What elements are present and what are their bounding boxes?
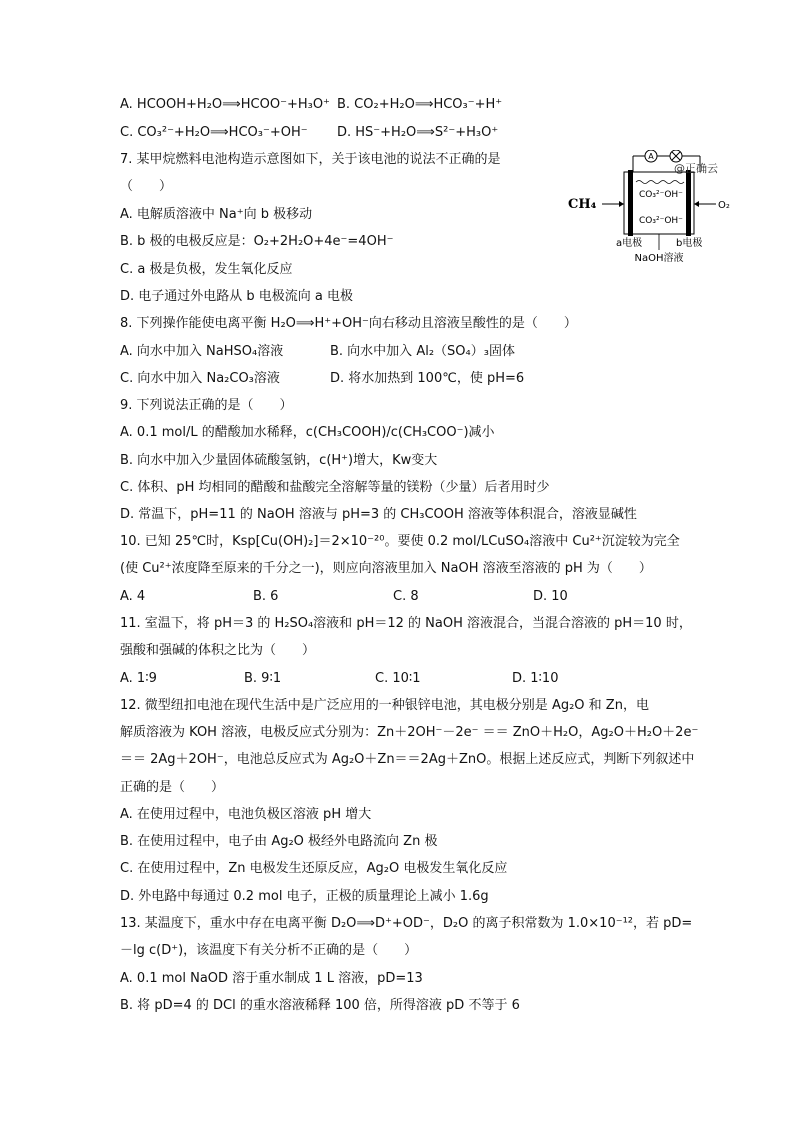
q11-option-d: D. 1∶10	[512, 671, 559, 686]
ch4-label: CH₄	[568, 197, 597, 212]
electrode-b	[686, 170, 691, 236]
q8-option-a: A. 向水中加入 NaHSO₄溶液	[120, 344, 284, 359]
q13-stem-line1: 13. 某温度下，重水中存在电离平衡 D₂O⟹D⁺+OD⁻，D₂O 的离子积常数为 1.0×10⁻¹²，若 pD=	[120, 916, 693, 931]
electrode-a-label: a电极	[616, 238, 643, 249]
q7-option-b: B. b 极的电极反应是：O₂+2H₂O+4e⁻=4OH⁻	[120, 234, 394, 249]
o2-arrowhead	[694, 201, 699, 207]
ion-label-lower: CO₃²⁻OH⁻	[639, 216, 683, 226]
q8-stem: 8. 下列操作能使电离平衡 H₂O⟹H⁺+OH⁻向右移动且溶液呈酸性的是（ ）	[120, 316, 577, 331]
q12-option-c: C. 在使用过程中，Zn 电极发生还原反应，Ag₂O 电极发生氧化反应	[120, 861, 508, 876]
q10-stem-line2: (使 Cu²⁺浓度降至原来的千分之一)，则应向溶液里加入 NaOH 溶液至溶液的 pH 为（ ）	[120, 561, 652, 576]
electrode-a	[628, 170, 633, 236]
q7-answer-paren: （ ）	[120, 179, 173, 194]
q11-option-c: C. 10∶1	[375, 671, 421, 686]
q12-option-b: B. 在使用过程中，电子由 Ag₂O 极经外电路流向 Zn 极	[120, 834, 438, 849]
q6-option-c: C. CO₃²⁻+H₂O⟹HCO₃⁻+OH⁻	[120, 125, 308, 140]
q7-option-d: D. 电子通过外电路从 b 电极流向 a 电极	[120, 289, 354, 304]
q13-option-a: A. 0.1 mol NaOD 溶于重水制成 1 L 溶液，pD=13	[120, 971, 423, 986]
q6-option-d: D. HS⁻+H₂O⟹S²⁻+H₃O⁺	[337, 125, 499, 140]
fuel-cell-diagram	[566, 150, 746, 265]
q10-option-c: C. 8	[393, 589, 419, 604]
q11-option-a: A. 1∶9	[120, 671, 157, 686]
q9-option-a: A. 0.1 mol/L 的醋酸加水稀释，c(CH₃COOH)/c(CH₃COO⁻)减小	[120, 425, 495, 440]
q11-stem-line1: 11. 室温下，将 pH＝3 的 H₂SO₄溶液和 pH＝12 的 NaOH 溶液混合，当混合溶液的 pH＝10 时，	[120, 616, 692, 631]
q12-stem-line4: 正确的是（ ）	[120, 780, 225, 795]
q13-stem-line2: －lg c(D⁺)，该温度下有关分析不正确的是（ ）	[120, 943, 418, 958]
ammeter-label: A	[648, 152, 654, 161]
q7-option-c: C. a 极是负极，发生氧化反应	[120, 262, 293, 277]
q9-stem: 9. 下列说法正确的是（ ）	[120, 398, 293, 413]
q9-option-d: D. 常温下，pH=11 的 NaOH 溶液与 pH=3 的 CH₃COOH 溶液等体积混合，溶液显碱性	[120, 507, 637, 522]
q12-stem-line2: 解质溶液为 KOH 溶液，电极反应式分别为：Zn＋2OH⁻－2e⁻ ＝＝ ZnO＋H₂O，Ag₂O＋H₂O＋2e⁻	[120, 725, 699, 740]
q11-stem-line2: 强酸和强碱的体积之比为（ ）	[120, 643, 316, 658]
q12-option-a: A. 在使用过程中，电池负极区溶液 pH 增大	[120, 807, 372, 822]
electrode-b-label: b电极	[676, 238, 703, 249]
q7-stem: 7. 某甲烷燃料电池构造示意图如下，关于该电池的说法不正确的是	[120, 152, 501, 167]
q13-option-b: B. 将 pD=4 的 DCl 的重水溶液稀释 100 倍，所得溶液 pD 不等于 6	[120, 998, 520, 1013]
q6-option-b: B. CO₂+H₂O⟹HCO₃⁻+H⁺	[337, 97, 503, 112]
q10-option-b: B. 6	[253, 589, 279, 604]
q9-option-b: B. 向水中加入少量固体硫酸氢钠，c(H⁺)增大，Kw变大	[120, 453, 438, 468]
q9-option-c: C. 体积、pH 均相同的醋酸和盐酸完全溶解等量的镁粉（少量）后者用时少	[120, 480, 550, 495]
ion-label-upper: CO₃²⁻OH⁻	[639, 190, 683, 200]
solution-label: NaOH溶液	[634, 253, 684, 264]
q10-stem-line1: 10. 已知 25℃时，Ksp[Cu(OH)₂]＝2×10⁻²⁰。要使 0.2 mol/LCuSO₄溶液中 Cu²⁺沉淀较为完全	[120, 534, 680, 549]
q12-stem-line1: 12. 微型纽扣电池在现代生活中是广泛应用的一种银锌电池，其电极分别是 Ag₂O 和 Zn，电	[120, 698, 649, 713]
q12-stem-line3: ＝＝ 2Ag＋2OH⁻，电池总反应式为 Ag₂O＋Zn＝＝2Ag＋ZnO。根据上述反应式，判断下列叙述中	[120, 752, 695, 767]
watermark-text: @正确云	[674, 162, 718, 175]
q11-option-b: B. 9∶1	[244, 671, 282, 686]
q10-option-a: A. 4	[120, 589, 146, 604]
q7-option-a: A. 电解质溶液中 Na⁺向 b 极移动	[120, 207, 313, 222]
q8-option-c: C. 向水中加入 Na₂CO₃溶液	[120, 371, 280, 386]
q8-option-b: B. 向水中加入 Al₂（SO₄）₃固体	[330, 344, 515, 359]
q12-option-d: D. 外电路中每通过 0.2 mol 电子，正极的质量理论上减小 1.6g	[120, 889, 489, 904]
q8-option-d: D. 将水加热到 100℃，使 pH=6	[330, 371, 525, 386]
o2-label: O₂	[718, 200, 730, 211]
ch4-arrowhead	[619, 201, 624, 207]
q6-option-a: A. HCOOH+H₂O⟹HCOO⁻+H₃O⁺	[120, 97, 330, 112]
q10-option-d: D. 10	[533, 589, 568, 604]
